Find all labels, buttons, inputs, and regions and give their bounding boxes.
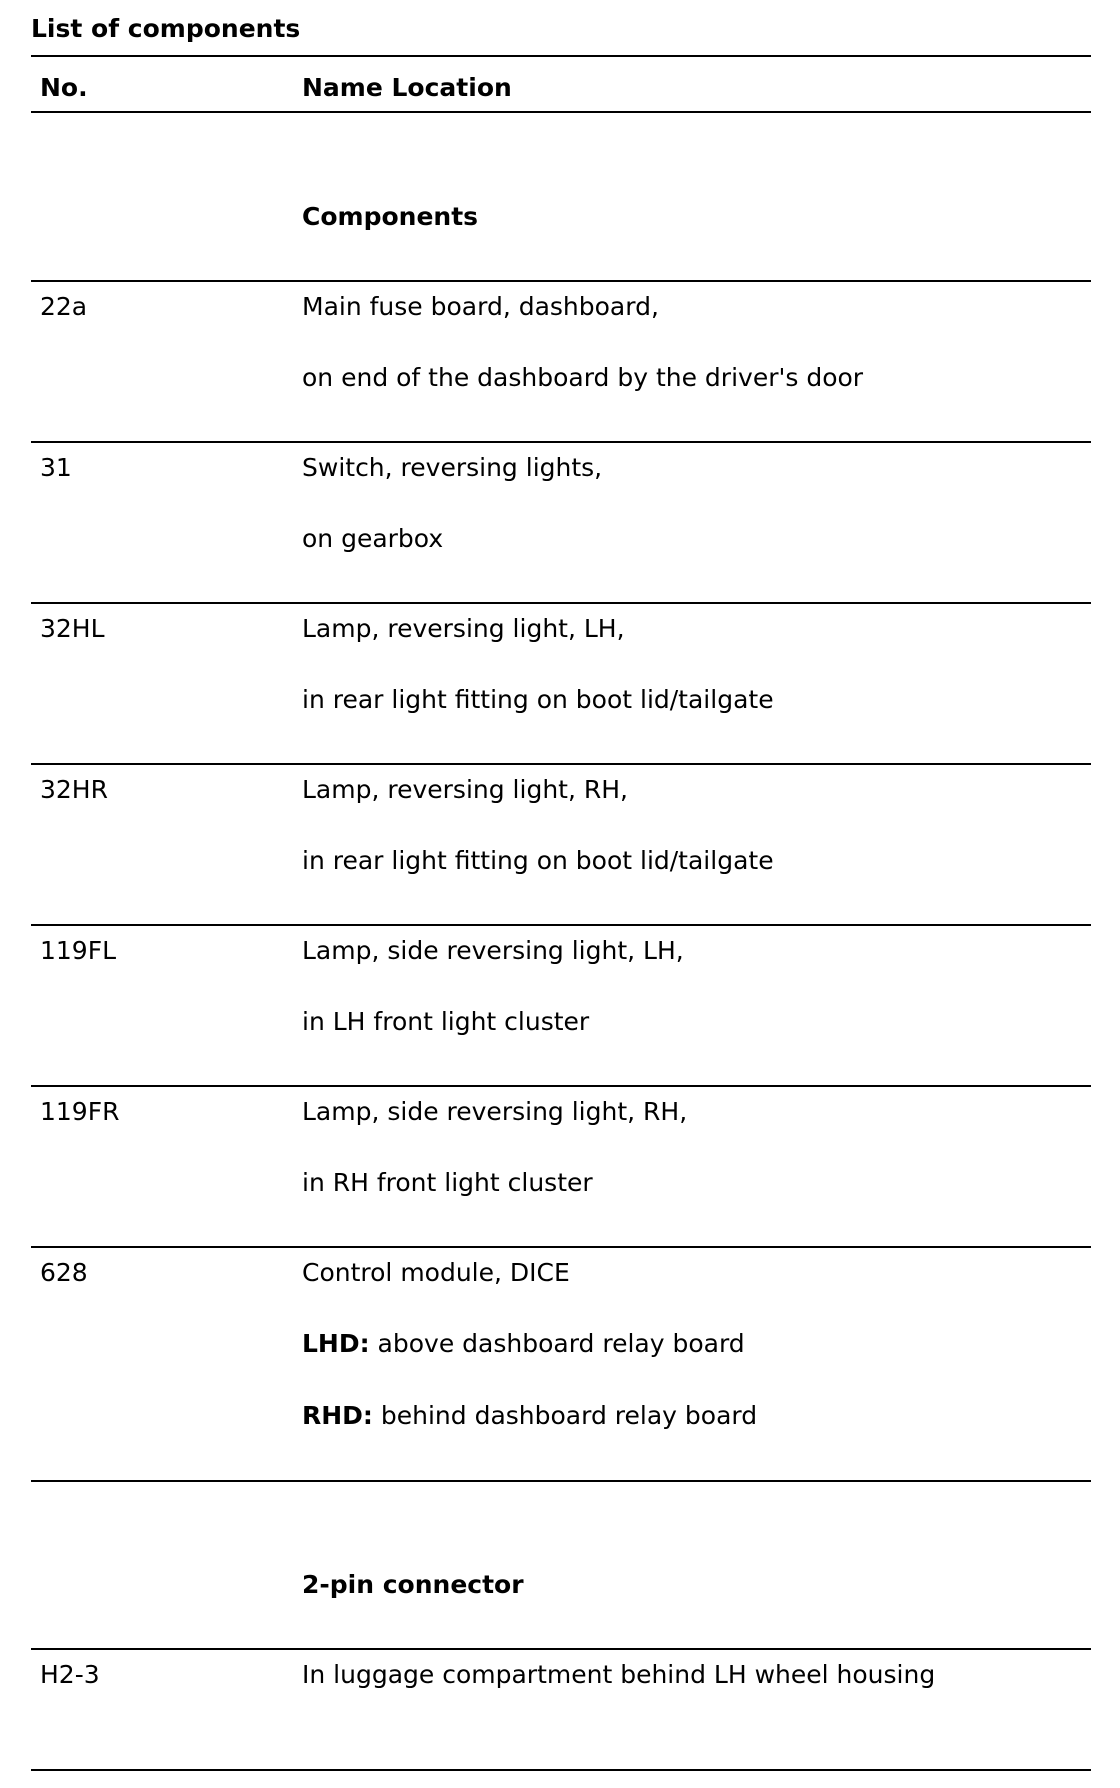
- component-location: in rear light fitting on boot lid/tailgate: [302, 685, 774, 714]
- rhd-label: RHD:: [302, 1401, 373, 1430]
- document-title: List of components: [31, 14, 301, 43]
- divider: [31, 1246, 1091, 1248]
- connector-number: H2-3: [40, 1660, 100, 1689]
- divider: [31, 111, 1091, 113]
- divider: [31, 441, 1091, 443]
- divider: [31, 1480, 1091, 1482]
- component-name: Lamp, reversing light, RH,: [302, 775, 628, 804]
- component-location-lhd: [302, 1328, 745, 1360]
- component-location: on gearbox: [302, 524, 444, 553]
- divider: [31, 55, 1091, 57]
- component-location-rhd: [302, 1400, 757, 1432]
- component-location: in LH front light cluster: [302, 1007, 590, 1036]
- component-name: Lamp, reversing light, LH,: [302, 614, 625, 643]
- section-heading-components: Components: [302, 202, 479, 231]
- component-name: Lamp, side reversing light, RH,: [302, 1097, 688, 1126]
- component-name: Switch, reversing lights,: [302, 453, 603, 482]
- connector-location: In luggage compartment behind LH wheel housing: [302, 1660, 936, 1689]
- divider: [31, 280, 1091, 282]
- component-location: in RH front light cluster: [302, 1168, 593, 1197]
- lhd-location: above dashboard relay board: [369, 1329, 745, 1358]
- component-number: 119FR: [40, 1097, 120, 1126]
- column-header-name-location: Name Location: [302, 73, 512, 102]
- column-header-no: No.: [40, 73, 88, 102]
- lhd-label: LHD:: [302, 1329, 370, 1358]
- divider: [31, 602, 1091, 604]
- component-number: 628: [40, 1258, 88, 1287]
- rhd-location: behind dashboard relay board: [372, 1401, 758, 1430]
- component-location: in rear light fitting on boot lid/tailgate: [302, 846, 774, 875]
- component-number: 32HL: [40, 614, 105, 643]
- component-name: Lamp, side reversing light, LH,: [302, 936, 684, 965]
- component-name: Control module, DICE: [302, 1258, 570, 1287]
- component-location: on end of the dashboard by the driver's door: [302, 363, 864, 392]
- divider: [31, 1769, 1091, 1771]
- section-heading-connector: 2-pin connector: [302, 1570, 524, 1599]
- component-number: 119FL: [40, 936, 117, 965]
- divider: [31, 763, 1091, 765]
- component-number: 32HR: [40, 775, 108, 804]
- component-name: Main fuse board, dashboard,: [302, 292, 659, 321]
- component-number: 31: [40, 453, 72, 482]
- divider: [31, 924, 1091, 926]
- component-number: 22a: [40, 292, 88, 321]
- divider: [31, 1085, 1091, 1087]
- divider: [31, 1648, 1091, 1650]
